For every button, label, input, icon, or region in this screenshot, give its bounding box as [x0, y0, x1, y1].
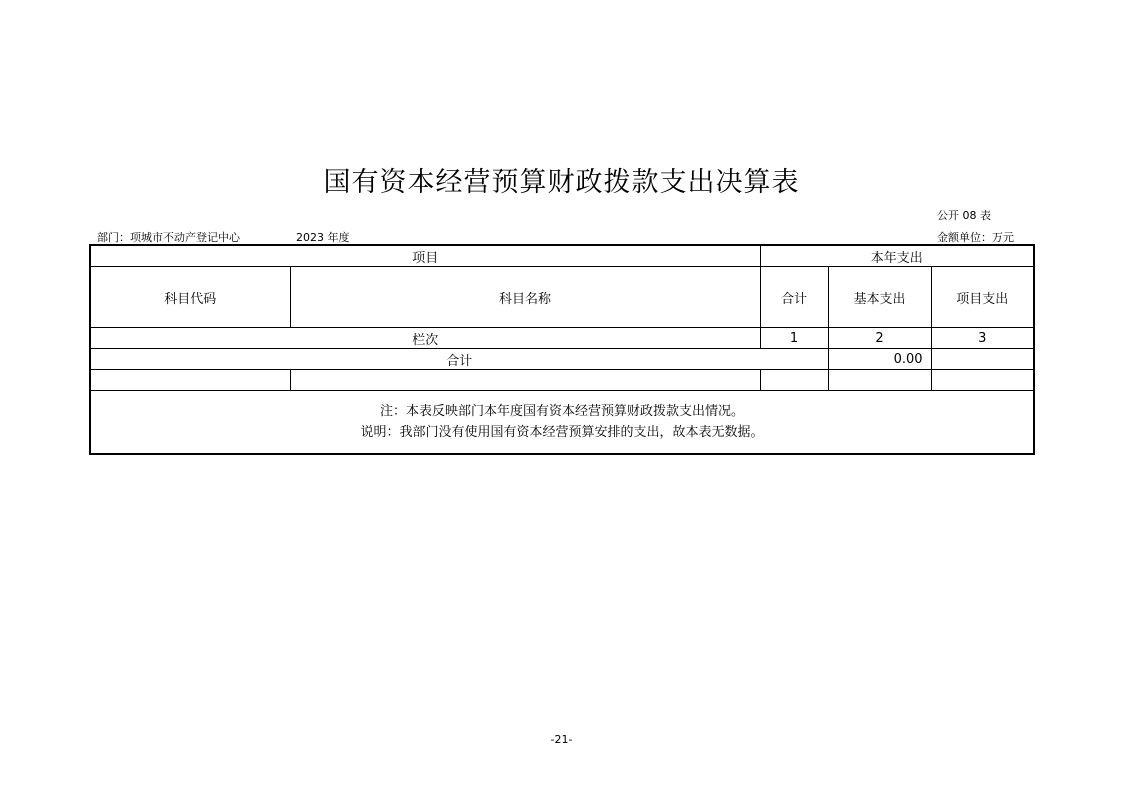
- sequence-1: 1: [760, 328, 828, 349]
- sequence-2: 2: [828, 328, 931, 349]
- total-basic-value: 0.00: [828, 349, 931, 370]
- notes-row: [90, 391, 1034, 455]
- sequence-label: 栏次: [90, 328, 760, 349]
- explanation-text: 说明：我部门没有使用国有资本经营预算安排的支出，故本表无数据。: [360, 425, 764, 440]
- col-total-header: 合计: [760, 267, 828, 328]
- empty-cell: [90, 370, 290, 391]
- col-project-header: 项目支出: [931, 267, 1034, 328]
- col-basic-header: 基本支出: [828, 267, 931, 328]
- empty-cell: [828, 370, 931, 391]
- table-subheader-row: [90, 267, 1034, 328]
- header-current-year: 本年支出: [760, 245, 1034, 267]
- empty-cell: [931, 370, 1034, 391]
- notes-cell: [90, 391, 1034, 455]
- col-name-header: 科目名称: [290, 267, 760, 328]
- page-title: 国有资本经营预算财政拨款支出决算表: [323, 167, 800, 198]
- col-code-header: 科目代码: [90, 267, 290, 328]
- expenditure-table: [89, 244, 1035, 455]
- department-label: 部门：项城市不动产登记中心: [97, 231, 240, 244]
- form-number: 公开 08 表: [937, 209, 991, 222]
- total-project-value: [931, 349, 1034, 370]
- page-number: -21-: [550, 733, 573, 746]
- sequence-row: [90, 328, 1034, 349]
- empty-cell: [290, 370, 760, 391]
- table-header-row: [90, 245, 1034, 267]
- total-row: [90, 349, 1034, 370]
- table-row: [90, 370, 1034, 391]
- note-text: 注：本表反映部门本年度国有资本经营预算财政拨款支出情况。: [380, 404, 745, 419]
- header-item: 项目: [90, 245, 760, 267]
- empty-cell: [760, 370, 828, 391]
- sequence-3: 3: [931, 328, 1034, 349]
- amount-unit-label: 金额单位：万元: [937, 231, 1014, 244]
- year-label: 2023 年度: [296, 231, 350, 244]
- total-label: 合计: [90, 349, 828, 370]
